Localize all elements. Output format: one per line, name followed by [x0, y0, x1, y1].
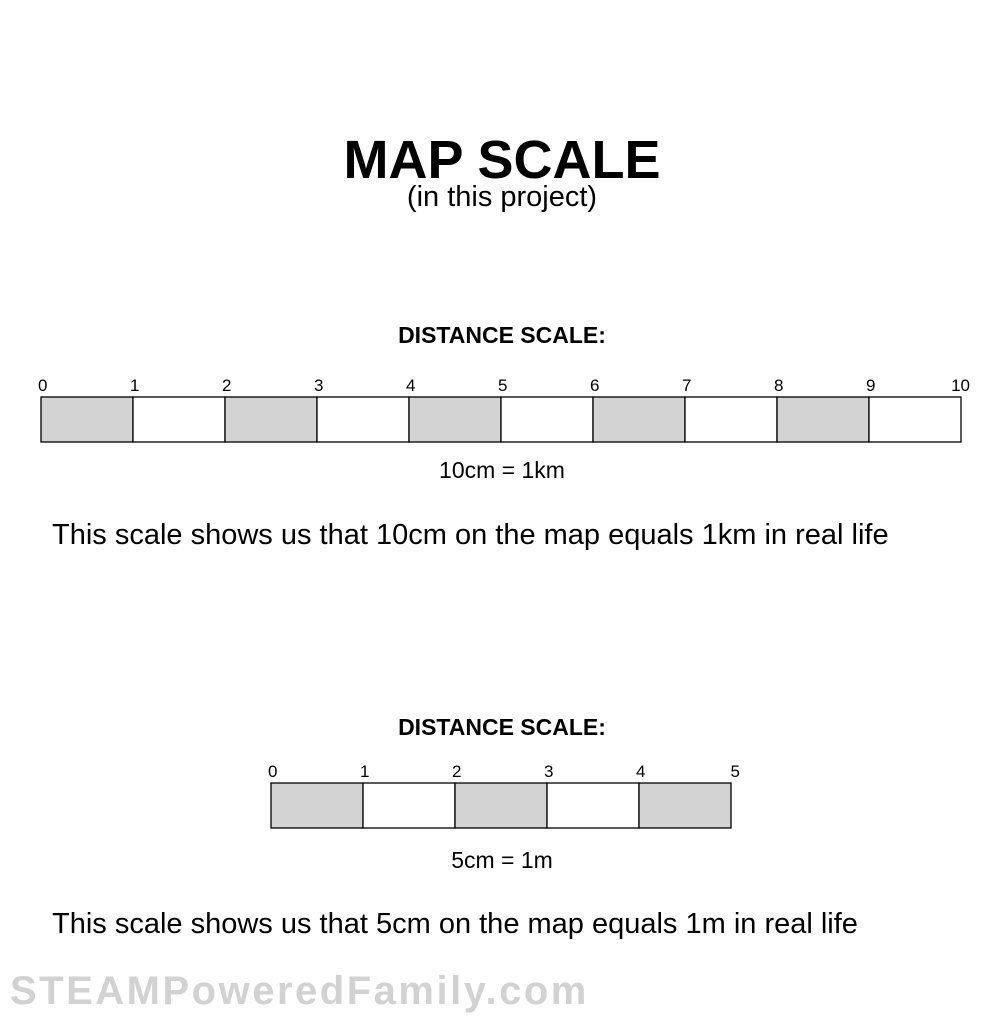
- page-subtitle: (in this project): [406, 181, 598, 213]
- scale-tick-label: 1: [360, 762, 370, 781]
- scale-segment: [41, 397, 133, 442]
- distance-scale-heading-1: DISTANCE SCALE:: [398, 322, 606, 348]
- scale-segment: [869, 397, 961, 442]
- scale-segment: [409, 397, 501, 442]
- scale-segment: [639, 783, 731, 828]
- scale-segment: [271, 783, 363, 828]
- scale-segment: [685, 397, 777, 442]
- scale-equivalence-2: 5cm = 1m: [451, 847, 553, 873]
- scale-segment: [547, 783, 639, 828]
- scale-tick-label: 0: [38, 376, 48, 395]
- scale-segment: [455, 783, 547, 828]
- scale-tick-label: 0: [268, 762, 278, 781]
- scale-segment: [777, 397, 869, 442]
- page-title: MAP SCALE: [343, 130, 661, 190]
- scale-tick-label: 4: [636, 762, 646, 781]
- scale-tick-label: 4: [406, 376, 416, 395]
- scale-tick-label: 9: [866, 376, 876, 395]
- distance-scale-heading-2: DISTANCE SCALE:: [398, 714, 606, 740]
- scale-tick-label: 10: [951, 376, 970, 395]
- scale-tick-label: 1: [130, 376, 140, 395]
- scale-tick-label: 8: [774, 376, 784, 395]
- scale-tick-label: 2: [222, 376, 232, 395]
- scale-segment: [133, 397, 225, 442]
- scale-segment: [501, 397, 593, 442]
- scale-tick-label: 7: [682, 376, 692, 395]
- scale-segment: [593, 397, 685, 442]
- scale-tick-label: 5: [730, 762, 740, 781]
- scale-segment: [363, 783, 455, 828]
- scale-description-2: This scale shows us that 5cm on the map equals 1m in real life: [52, 908, 858, 940]
- scale-segment: [317, 397, 409, 442]
- scale-tick-label: 3: [314, 376, 324, 395]
- distance-scale-bar-1: [0, 372, 1004, 447]
- scale-tick-label: 6: [590, 376, 600, 395]
- scale-tick-label: 3: [544, 762, 554, 781]
- scale-description-1: This scale shows us that 10cm on the map equals 1km in real life: [52, 519, 889, 551]
- scale-segment: [225, 397, 317, 442]
- distance-scale-bar-2: [0, 758, 1004, 833]
- scale-tick-label: 5: [498, 376, 508, 395]
- scale-equivalence-1: 10cm = 1km: [439, 457, 565, 483]
- site-watermark: STEAMPoweredFamily.com: [10, 969, 589, 1013]
- scale-tick-label: 2: [452, 762, 462, 781]
